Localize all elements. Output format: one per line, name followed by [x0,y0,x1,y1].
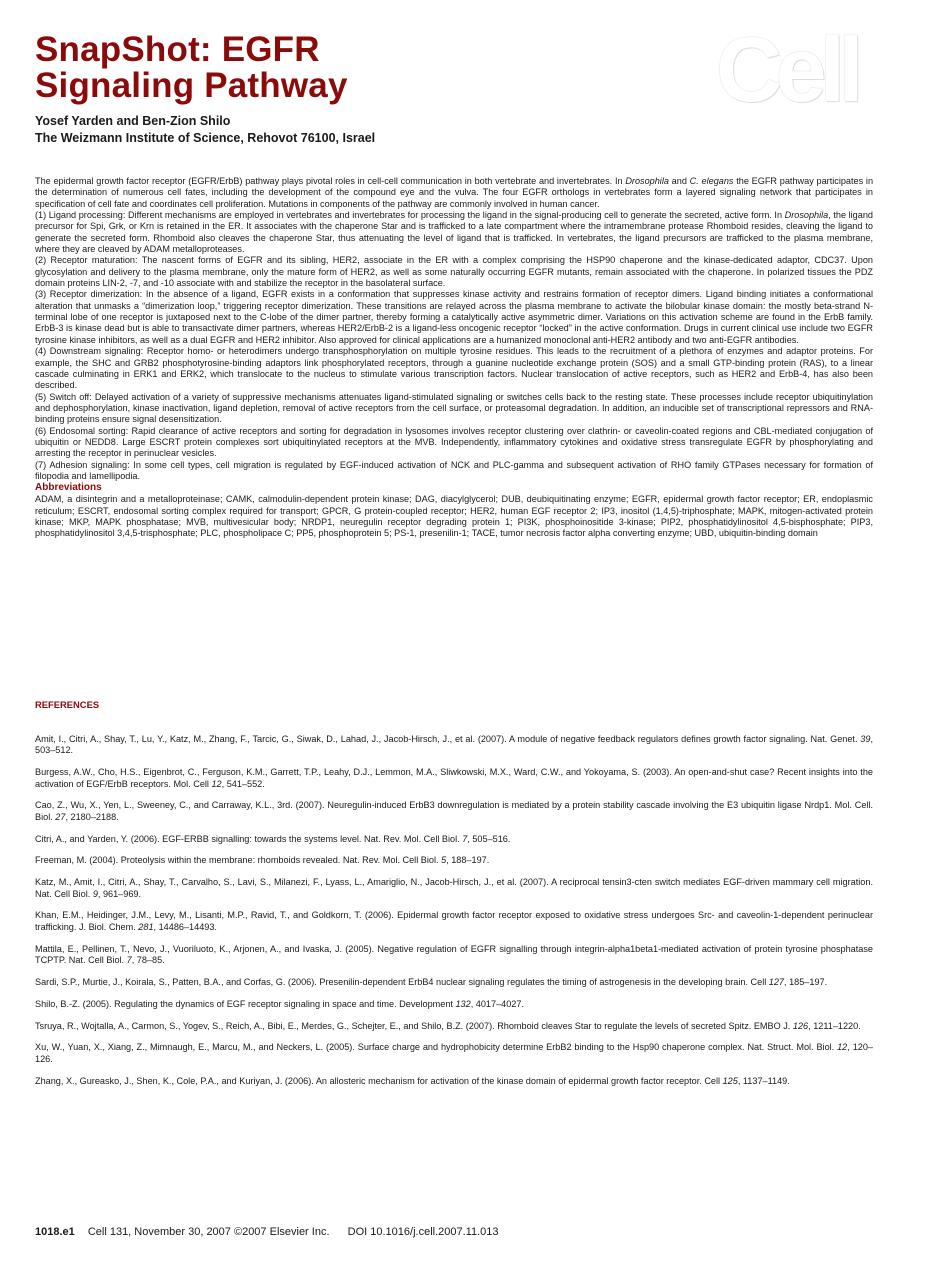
section-adhesion-signaling: (7) Adhesion signaling: In some cell types, cell migration is regulated by EGF-induced activation of NCK and PLC-gamma and subsequent activation of RHO family GTPases necessary for formation of filopodia and lamellipodia. [35,459,873,481]
page-number: 1018.e1 [35,1226,75,1238]
section-endosomal-sorting: (6) Endosomal sorting: Rapid clearance of active receptors and sorting for degradation in lysosomes involves receptor clustering over clathrin- or caveolin-coated regions and CBL-mediated conjugation of ubiquitin or NEDD8. Large ESCRT protein complexes sort ubiquitinylated receptors at the MVB. Independently, inflammatory cytokines and oxidative stress transregulate EGFR by phosphorylating and arresting the receptor in perinuclear vesicles. [35,425,873,459]
reference-item: Xu, W., Yuan, X., Xiang, Z., Mimnaugh, E., Marcu, M., and Neckers, L. (2005). Surface charge and hydrophobicity determine ErbB2 binding to the Hsp90 chaperone complex. Nat. Struct. Mol. Biol. 12, 120–126. [35,1042,873,1064]
title-line-2: Signaling Pathway [35,66,348,105]
cell-journal-logo: Cell [716,19,857,121]
reference-item: Katz, M., Amit, I., Citri, A., Shay, T., Carvalho, S., Lavi, S., Milanezi, F., Lyass, L., Amariglio, N., Jacob-Hirsch, J., et al. (2007). A reciprocal tensin3-cten switch mediates EGF-driven mammary cell migration. Nat. Cell Biol. 9, 961–969. [35,877,873,899]
reference-item: Freeman, M. (2004). Proteolysis within the membrane: rhomboids revealed. Nat. Rev. Mol. Cell Biol. 5, 188–197. [35,855,490,866]
doi: DOI 10.1016/j.cell.2007.11.013 [347,1226,499,1238]
reference-item: Zhang, X., Gureasko, J., Shen, K., Cole, P.A., and Kuriyan, J. (2006). An allosteric mechanism for activation of the kinase domain of epidermal growth factor receptor. Cell 125, 1137–1149. [35,1075,790,1086]
authors: Yosef Yarden and Ben-Zion Shilo [35,114,231,128]
reference-item: Khan, E.M., Heidinger, J.M., Levy, M., Lisanti, M.P., Ravid, T., and Goldkorn, T. (2006). Epidermal growth factor receptor exposed to oxidative stress undergoes Src- and caveolin-1-dependent perinuclear trafficking. J. Biol. Chem. 281, 14486–14493. [35,910,873,932]
reference-item: Burgess, A.W., Cho, H.S., Eigenbrot, C., Ferguson, K.M., Garrett, T.P., Leahy, D.J., Lemmon, M.A., Sliwkowski, M.X., Ward, C.W., and Yokoyama, S. (2003). An open-and-shut case? Recent insights into the activation of EGF/ErbB receptors. Mol. Cell 12, 541–552. [35,767,873,789]
page-title [35,32,348,104]
reference-item: Cao, Z., Wu, X., Yen, L., Sweeney, C., and Carraway, K.L., 3rd. (2007). Neuregulin-induced ErbB3 downregulation is mediated by a protein stability cascade involving the E3 ubiquitin ligase Nrdp1. Mol. Cell. Biol. 27, 2180–2188. [35,800,873,822]
reference-item: Mattila, E., Pellinen, T., Nevo, J., Vuoriluoto, K., Arjonen, A., and Ivaska, J. (2005). Negative regulation of EGFR signalling through integrin-alpha1beta1-mediated activation of protein tyrosine phosphatase TCPTP. Nat. Cell Biol. 7, 78–85. [35,943,873,965]
reference-item: Tsruya, R., Wojtalla, A., Carmon, S., Yogev, S., Reich, A., Bibi, E., Merdes, G., Schejter, E., and Shilo, B.Z. (2007). Rhomboid cleaves Star to regulate the levels of secreted Spitz. EMBO J. 126, 1211–1220. [35,1020,861,1031]
section-receptor-dimerization: (3) Receptor dimerization: In the absence of a ligand, EGFR exists in a conformation that suppresses kinase activity and restrains formation of receptor dimers. Ligand binding initiates a conformational alteration that unmasks a “dimerization loop,” triggering receptor dimerization. These transitions are relayed across the plasma membrane to activate the bilobular kinase domain: the mostly beta-strand N-terminal lobe of one receptor is juxtaposed next to the C-lobe of the dimer partner, thereby forming a catalytically active asymmetric dimer. Variations on this activation scheme are found in the ErbB family. ErbB-3 is kinase dead but is able to transactivate dimer partners, whereas HER2/ErbB-2 is a ligand-less oncogenic receptor “locked” in the active conformation. Drugs in current clinical use include two EGFR tyrosine kinase inhibitors, as well as a dual EGFR and HER2 inhibitor. Also approved for clinical applications are a humanized monoclonal anti-HER2 antibody and two anti-EGFR antibodies. [35,289,873,345]
reference-item: Citri, A., and Yarden, Y. (2006). EGF-ERBB signalling: towards the systems level. Nat. Rev. Mol. Cell Biol. 7, 505–516. [35,833,511,844]
abbreviations-heading: Abbreviations [35,482,102,494]
page-footer [35,1226,499,1238]
section-downstream-signaling: (4) Downstream signaling: Receptor homo- or heterodimers undergo transphosphorylation on multiple tyrosine residues. This leads to the recruitment of a plethora of enzymes and adaptor proteins. For example, the SHC and GRB2 phosphotyrosine-binding adaptors link phosphorylated receptors, through a guanine nucleotide exchange protein (SOS) and a small GTP-binding protein (RAS), to a linear cascade culminating in ERK1 and ERK2, which translocate to the nucleus to stimulate various transcription factors. Nuclear translocation of active receptors, such as HER2 and ErbB-4, has also been described. [35,346,873,391]
reference-item: Amit, I., Citri, A., Shay, T., Lu, Y., Katz, M., Zhang, F., Tarcic, G., Siwak, D., Lahad, J., Jacob-Hirsch, J., et al. (2007). A module of negative feedback regulators defines growth factor signaling. Nat. Genet. 39, 503–512. [35,734,873,756]
reference-item: Shilo, B.-Z. (2005). Regulating the dynamics of EGF receptor signaling in space and time. Development 132, 4017–4027. [35,998,524,1009]
section-receptor-maturation: (2) Receptor maturation: The nascent forms of EGFR and its sibling, HER2, associate in the ER with a complex comprising the HSP90 chaperone and the kinase-dedicated adaptor, CDC37. Upon glycosylation and delivery to the plasma membrane, only the mature form of HER2, as well as some naturally occurring EGFR mutants, remain associated with the chaperone. In polarized tissues the PDZ domain proteins LIN-2, -7, and -10 associate with and stabilize the receptor in the basolateral surface. [35,255,873,289]
references-list [35,734,873,1097]
affiliation: The Weizmann Institute of Science, Rehovot 76100, Israel [35,131,376,145]
journal-citation: Cell 131, November 30, 2007 ©2007 Elsevier Inc. [87,1226,330,1238]
title-line-1: SnapShot: EGFR [35,30,320,69]
section-switch-off: (5) Switch off: Delayed activation of a variety of suppressive mechanisms attenuates ligand-stimulated signaling or switches cells back to the resting state. These processes include receptor ubiquitinylation and dephosphorylation, kinase inactivation, ligand depletion, removal of active receptors from the cell surface, or proteasomal degradation. In addition, an inducible set of transcriptional repressors and RNA-binding proteins ensure signal desensitization. [35,391,873,425]
abbreviations-text: ADAM, a disintegrin and a metalloproteinase; CAMK, calmodulin-dependent protein kinase; DAG, diacylglycerol; DUB, deubiquitinating enzyme; EGFR, epidermal growth factor receptor; ER, endoplasmic reticulum; ESCRT, endosomal sorting complex required for transport; GPCR, G protein-coupled receptor; HER2, human EGF receptor 2; IP3, inositol (1,4,5)-triphosphate; MAPK, mitogen-activated protein kinase; MKP, MAPK phosphatase; MVB, multivesicular body; NRDP1, neuregulin receptor degrading protein 1; PI3K, phosphoinositide 3-kinase; PIP2, phosphatidylinositol 4,5-bisphosphate; PIP3, phosphatidylinositol 3,4,5-trisphosphate; PLC, phospholipace C; PP5, phosphoprotein 5; PS-1, presenilin-1; TACE, tumor necrosis factor alpha converting enzyme; UBD, ubiquitin-binding domain [35,494,873,539]
reference-item: Sardi, S.P., Murtie, J., Koirala, S., Patten, B.A., and Corfas, G. (2006). Presenilin-dependent ErbB4 nuclear signaling regulates the timing of astrogenesis in the developing brain. Cell 127, 185–197. [35,976,828,987]
byline [35,113,375,147]
references-heading: REFERENCES [35,699,100,710]
section-ligand-processing: (1) Ligand processing: Different mechanisms are employed in vertebrates and invertebrates for processing the ligand in the signal-producing cell to generate the secreted, active form. In Drosophila, the ligand precursor for Spi, Grk, or Krn is retained in the ER. It associates with the chaperone Star and is trafficked to a late compartment where the intramembrane protease Rhomboid resides, cleaving the ligand to generate the secreted form. Rhomboid also cleaves the chaperone Star, thus attenuating the level of ligand that is trafficked. In vertebrates, the ligand precursors are trafficked to the plasma membrane, where they are cleaved by ADAM metalloproteases. [35,210,873,255]
main-text [35,176,873,540]
intro-paragraph: The epidermal growth factor receptor (EGFR/ErbB) pathway plays pivotal roles in cell-cell communication in both vertebrate and invertebrates. In Drosophila and C. elegans the EGFR pathway participates in the determination of numerous cell fates, including the development of the compound eye and the vulva. The four EGFR orthologs in vertebrates form a layered signaling network that participates in specification of cell fate and coordinates cell proliferation. Mutations in components of the pathway are commonly involved in human cancer. [35,176,874,209]
